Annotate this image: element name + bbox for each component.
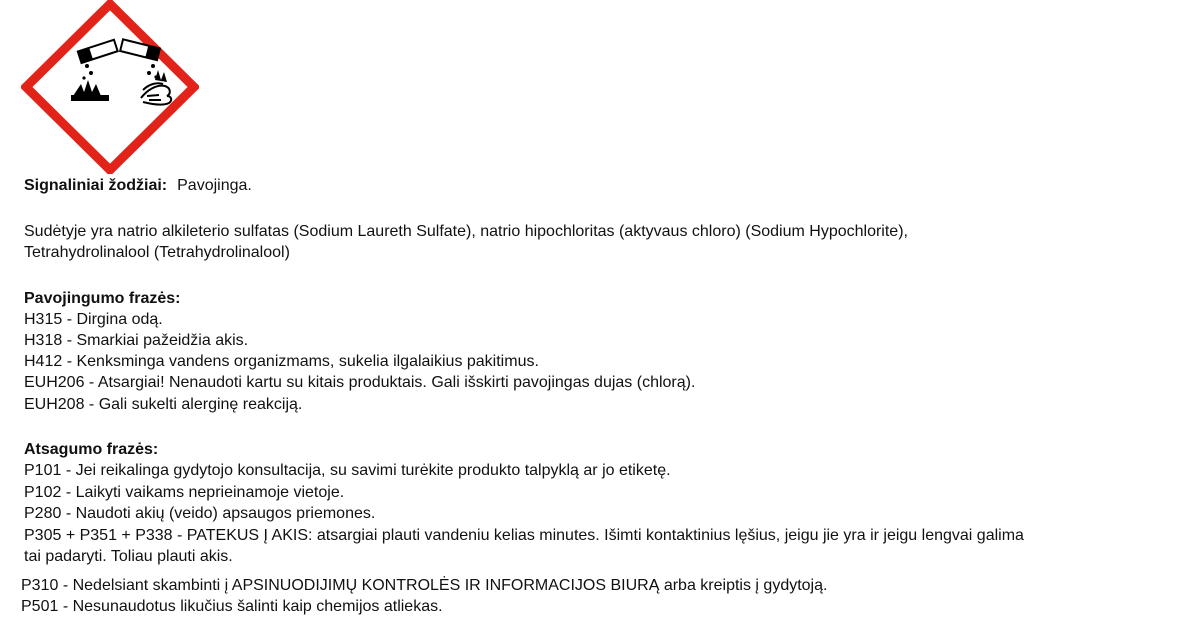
composition-line-2: Tetrahydrolinalool (Tetrahydrolinalool) — [24, 244, 290, 261]
precautionary-statement-p310: P310 - Nedelsiant skambinti į APSINUODIJIMŲ KONTROLĖS IR INFORMACIJOS BIURĄ arba kreiptis į gydytoją. — [21, 577, 828, 594]
corrosion-pictogram-icon — [21, 0, 199, 174]
hazard-statement-euh206: EUH206 - Atsargiai! Nenaudoti kartu su kitais produktais. Gali išskirti pavojingas dujas (chlorą). — [24, 374, 696, 391]
composition-line-1: Sudėtyje yra natrio alkileterio sulfatas (Sodium Laureth Sulfate), natrio hipochloritas (aktyvaus chloro) (Sodium Hypochlorite), — [24, 223, 908, 240]
hazard-statement-h412: H412 - Kenksminga vandens organizmams, sukelia ilgalaikius pakitimus. — [24, 353, 539, 370]
precautionary-statements-title: Atsagumo frazės: — [24, 441, 159, 458]
hazard-statement-euh208: EUH208 - Gali sukelti alerginę reakciją. — [24, 396, 303, 413]
precautionary-statement-p305: P305 + P351 + P338 - PATEKUS Į AKIS: atsargiai plauti vandeniu kelias minutes. Išimti kontaktinius lęšius, jeigu jie yra ir jeigu lengvai galima — [24, 527, 1024, 544]
precautionary-statement-p501: P501 - Nesunaudotus likučius šalinti kaip chemijos atliekas. — [21, 598, 443, 615]
signal-words-value: Pavojinga. — [177, 177, 252, 194]
signal-words-label: Signaliniai žodžiai: — [24, 177, 168, 194]
hazard-statement-h318: H318 - Smarkiai pažeidžia akis. — [24, 332, 249, 349]
precautionary-statement-p280: P280 - Naudoti akių (veido) apsaugos priemones. — [24, 505, 376, 522]
signal-words-line — [24, 176, 252, 196]
precautionary-statement-p102: P102 - Laikyti vaikams neprieinamoje vietoje. — [24, 484, 345, 501]
hazard-statements-title: Pavojingumo frazės: — [24, 290, 181, 307]
precautionary-statement-p101: P101 - Jei reikalinga gydytojo konsultacija, su savimi turėkite produkto talpyklą ar jo etiketę. — [24, 462, 671, 479]
precautionary-statement-p305-cont: tai padaryti. Toliau plauti akis. — [24, 548, 233, 565]
hazard-statement-h315: H315 - Dirgina odą. — [24, 311, 163, 328]
